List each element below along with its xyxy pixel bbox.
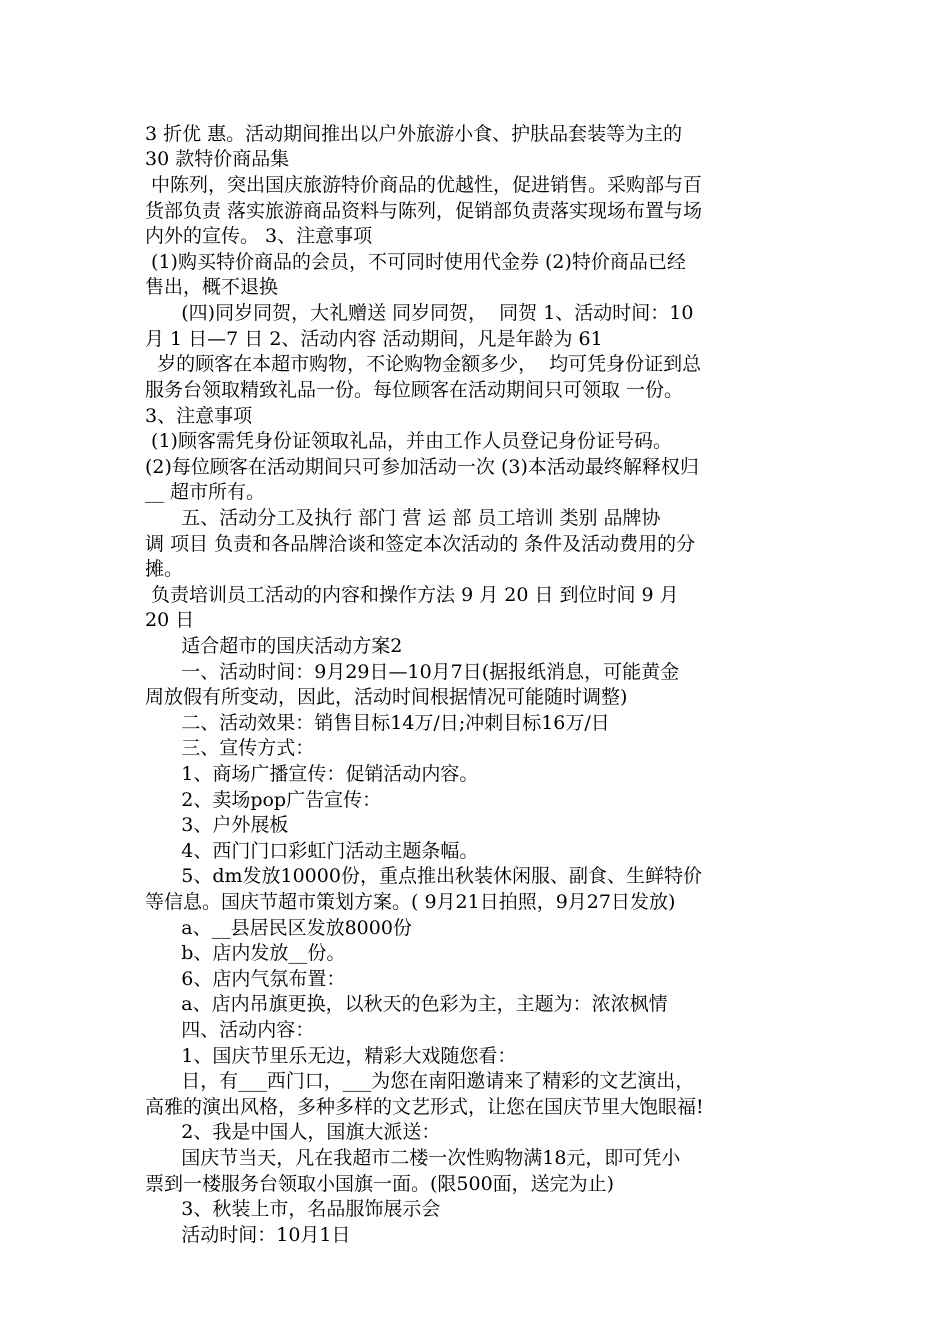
text-line: (1)购买特价商品的会员，不可同时使用代金券 (2)特价商品已经 [145,251,686,273]
text-line: 20 日 [145,609,195,631]
text-line: 中陈列，突出国庆旅游特价商品的优越性，促进销售。采购部与百 [145,174,703,196]
text-line: 6、店内气氛布置： [145,968,346,990]
text-line: 货部负责 落实旅游商品资料与陈列，促销部负责落实现场布置与场 [145,200,703,222]
text-line: 票到一楼服务台领取小国旗一面。(限500面，送完为止) [145,1173,615,1195]
text-line: 二、活动效果：销售目标14万/日;冲刺目标16万/日 [145,712,610,734]
text-line: 五、活动分工及执行 部门 营 运 部 员工培训 类别 品牌协 [145,507,661,529]
text-line: 30 款特价商品集 [145,148,290,170]
text-line: 服务台领取精致礼品一份。每位顾客在活动期间只可领取 一份。 [145,379,684,401]
text-line: (2)每位顾客在活动期间只可参加活动一次 (3)本活动最终解释权归 [145,456,699,478]
text-line: 3、户外展板 [145,814,289,836]
text-line: 周放假有所变动，因此，活动时间根据情况可能随时调整) [145,686,628,708]
text-line: 三、宣传方式： [145,737,315,759]
text-line: 调 项目 负责和各品牌洽谈和签定本次活动的 条件及活动费用的分 [145,533,696,555]
text-line: 负责培训员工活动的内容和操作方法 9 月 20 日 到位时间 9 月 [145,584,679,606]
text-line: 5、dm发放10000份，重点推出秋装休闲服、副食、生鲜特价 [145,865,702,887]
text-line: 内外的宣传。 3、注意事项 [145,225,373,247]
text-line: b、店内发放__份。 [145,942,346,964]
text-line: (四)同岁同贺，大礼赠送 同岁同贺， 同贺 1、活动时间：10 [145,302,694,324]
text-line: 3、注意事项 [145,405,253,427]
text-line: __ 超市所有。 [145,481,266,503]
text-line: 四、活动内容： [145,1019,315,1041]
text-line: 3、秋装上市，名品服饰展示会 [145,1198,441,1220]
text-line: 售出，概不退换 [145,276,279,298]
text-line: 日，有___西门口，___为您在南阳邀请来了精彩的文艺演出， [145,1070,695,1092]
text-line: 月 1 日—7 日 2、活动内容 活动期间，凡是年龄为 61 [145,328,603,350]
text-line: (1)顾客需凭身份证领取礼品，并由工作人员登记身份证号码。 [145,430,672,452]
text-line: 岁的顾客在本超市购物，不论购物金额多少， 均可凭身份证到总 [145,353,702,375]
text-line: 国庆节当天，凡在我超市二楼一次性购物满18元，即可凭小 [145,1147,681,1169]
text-line: 1、商场广播宣传：促销活动内容。 [145,763,479,785]
text-line: 2、卖场pop广告宣传： [145,789,382,811]
text-line: 一、活动时间：9月29日—10月7日(据报纸消息，可能黄金 [145,661,680,683]
text-line: 2、我是中国人，国旗大派送： [145,1121,441,1143]
text-line: a、__县居民区发放8000份 [145,917,412,939]
text-line: 活动时间：10月1日 [145,1224,351,1246]
text-line: 1、国庆节里乐无边，精彩大戏随您看： [145,1045,517,1067]
text-line: 等信息。国庆节超市策划方案。( 9月21日拍照，9月27日发放) [145,891,676,913]
text-line: a、店内吊旗更换，以秋天的色彩为主，主题为：浓浓枫情 [145,993,668,1015]
text-line: 高雅的演出风格，多种多样的文艺形式，让您在国庆节里大饱眼福! [145,1096,704,1118]
text-line: 4、西门门口彩虹门活动主题条幅。 [145,840,479,862]
text-line: 3 折优 惠。活动期间推出以户外旅游小食、护肤品套装等为主的 [145,123,683,145]
text-line: 摊。 [145,558,184,580]
section-title: 适合超市的国庆活动方案2 [145,635,403,657]
